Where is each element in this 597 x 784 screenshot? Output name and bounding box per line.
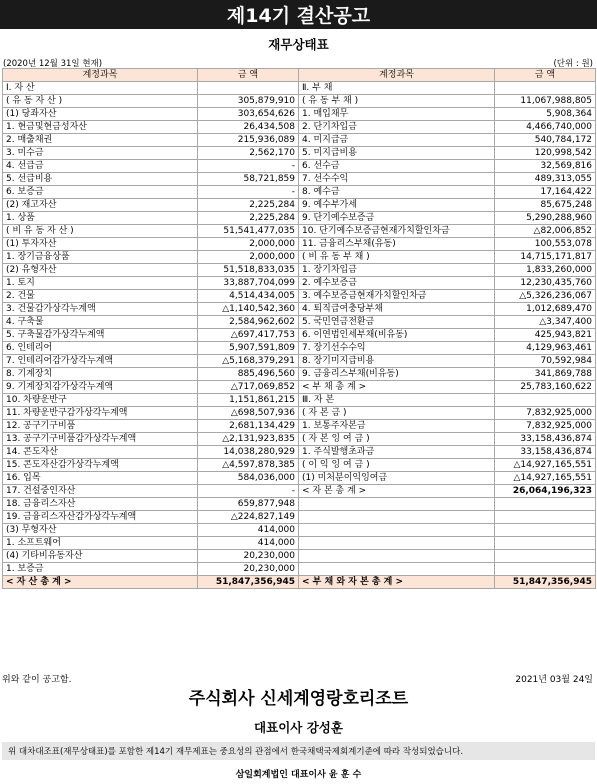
table-row bbox=[3, 563, 596, 576]
liability-equity-amount-cell bbox=[495, 82, 596, 95]
announcement-note: 위와 같이 공고함. bbox=[2, 675, 72, 685]
liability-equity-amount-cell: △3,347,400 bbox=[495, 316, 596, 329]
asset-amount-cell: 51,541,477,035 bbox=[198, 225, 299, 238]
liability-equity-account-cell: 1. 보통주자본금 bbox=[299, 420, 495, 433]
liability-equity-amount-cell bbox=[495, 394, 596, 407]
asset-amount-cell bbox=[198, 82, 299, 95]
table-row bbox=[3, 199, 596, 212]
liability-equity-amount-cell: △14,927,165,551 bbox=[495, 459, 596, 472]
liability-equity-account-cell: (1) 미처분이익잉여금 bbox=[299, 472, 495, 485]
table-row bbox=[3, 186, 596, 199]
liability-equity-account-cell bbox=[299, 498, 495, 511]
liability-equity-amount-cell: 341,869,788 bbox=[495, 368, 596, 381]
asset-amount-cell: 1,151,861,215 bbox=[198, 394, 299, 407]
asset-amount-cell: 303,654,626 bbox=[198, 108, 299, 121]
liability-equity-account-cell bbox=[299, 563, 495, 576]
company-name: 주식회사 신세계영랑호리조트 bbox=[188, 689, 409, 709]
asset-amount-cell: 2,584,962,602 bbox=[198, 316, 299, 329]
table-row bbox=[3, 368, 596, 381]
liability-equity-account-cell bbox=[299, 511, 495, 524]
asset-account-cell: 3. 미수금 bbox=[3, 147, 198, 160]
table-row bbox=[3, 212, 596, 225]
liability-equity-amount-cell: 7,832,925,000 bbox=[495, 407, 596, 420]
liability-equity-account-cell: 1. 장기차입금 bbox=[299, 264, 495, 277]
liability-equity-amount-cell: 33,158,436,874 bbox=[495, 433, 596, 446]
ceo-name: 대표이사 강성훈 bbox=[254, 720, 343, 735]
asset-amount-cell: 14,038,280,929 bbox=[198, 446, 299, 459]
asset-amount-cell: 584,036,000 bbox=[198, 472, 299, 485]
header-amount-left: 금 액 bbox=[198, 69, 299, 82]
balance-sheet-table bbox=[2, 68, 596, 589]
asset-account-cell: 6. 인테리어 bbox=[3, 342, 198, 355]
liability-equity-account-cell: ( 비 유 동 부 채 ) bbox=[299, 251, 495, 264]
liability-equity-account-cell: ( 이 익 잉 여 금 ) bbox=[299, 459, 495, 472]
asset-account-cell: 14. 콘도자산 bbox=[3, 446, 198, 459]
table-row bbox=[3, 407, 596, 420]
asset-amount-cell: △1,140,542,360 bbox=[198, 303, 299, 316]
table-row bbox=[3, 108, 596, 121]
asset-account-cell: ( 유 동 자 산 ) bbox=[3, 95, 198, 108]
table-row bbox=[3, 550, 596, 563]
table-row bbox=[3, 82, 596, 95]
table-row bbox=[3, 290, 596, 303]
liability-equity-amount-cell: 4,129,963,461 bbox=[495, 342, 596, 355]
liability-equity-amount-cell: 489,313,055 bbox=[495, 173, 596, 186]
asset-amount-cell: 33,887,704,099 bbox=[198, 277, 299, 290]
total-assets-amount: 51,847,356,945 bbox=[198, 576, 299, 589]
asset-amount-cell: △697,417,753 bbox=[198, 329, 299, 342]
table-row bbox=[3, 433, 596, 446]
liability-equity-amount-cell bbox=[495, 550, 596, 563]
asset-account-cell: (4) 기타비유동자산 bbox=[3, 550, 198, 563]
asset-amount-cell: 2,000,000 bbox=[198, 238, 299, 251]
liability-equity-amount-cell: 120,998,542 bbox=[495, 147, 596, 160]
asset-account-cell: 4. 선급금 bbox=[3, 160, 198, 173]
asset-amount-cell: △2,131,923,835 bbox=[198, 433, 299, 446]
liability-equity-amount-cell: 26,064,196,323 bbox=[495, 485, 596, 498]
liability-equity-amount-cell: 100,553,078 bbox=[495, 238, 596, 251]
table-row bbox=[3, 134, 596, 147]
table-row bbox=[3, 537, 596, 550]
asset-account-cell: 18. 금융리스자산 bbox=[3, 498, 198, 511]
liability-equity-account-cell: 6. 이연법인세부채(비유동) bbox=[299, 329, 495, 342]
table-row bbox=[3, 498, 596, 511]
asset-account-cell: 15. 콘도자산감가상각누계액 bbox=[3, 459, 198, 472]
table-row bbox=[3, 511, 596, 524]
asset-account-cell: 16. 입목 bbox=[3, 472, 198, 485]
asset-account-cell: (2) 유형자산 bbox=[3, 264, 198, 277]
asset-account-cell: Ⅰ. 자 산 bbox=[3, 82, 198, 95]
asset-amount-cell: 215,936,089 bbox=[198, 134, 299, 147]
totals-row bbox=[3, 576, 596, 589]
liability-equity-account-cell: 5. 국민연금전환금 bbox=[299, 316, 495, 329]
asset-account-cell: 1. 토지 bbox=[3, 277, 198, 290]
header-amount-right: 금 액 bbox=[495, 69, 596, 82]
table-row bbox=[3, 459, 596, 472]
unit-note: (단위 : 원) bbox=[553, 59, 593, 69]
liability-equity-account-cell: < 자 본 총 계 > bbox=[299, 485, 495, 498]
asset-amount-cell: 2,225,284 bbox=[198, 199, 299, 212]
liability-equity-amount-cell bbox=[495, 537, 596, 550]
table-row bbox=[3, 147, 596, 160]
asset-account-cell: 11. 차량운반구감가상각누계액 bbox=[3, 407, 198, 420]
table-row bbox=[3, 303, 596, 316]
table-row bbox=[3, 342, 596, 355]
liability-equity-amount-cell: 11,067,988,805 bbox=[495, 95, 596, 108]
table-row bbox=[3, 173, 596, 186]
liability-equity-amount-cell: 85,675,248 bbox=[495, 199, 596, 212]
audit-note: 위 대차대조표(재무상태표)를 포함한 제14기 재무제표는 중요성의 관점에서 한국채택국제회계기준에 따라 작성되었습니다. bbox=[2, 742, 595, 760]
asset-amount-cell: 2,000,000 bbox=[198, 251, 299, 264]
asset-account-cell: 10. 차량운반구 bbox=[3, 394, 198, 407]
header-account-right: 계정과목 bbox=[299, 69, 495, 82]
asset-amount-cell: △698,507,936 bbox=[198, 407, 299, 420]
liability-equity-amount-cell: 1,833,260,000 bbox=[495, 264, 596, 277]
asset-account-cell: 2. 건물 bbox=[3, 290, 198, 303]
header-account-left: 계정과목 bbox=[3, 69, 198, 82]
asset-account-cell: (1) 투자자산 bbox=[3, 238, 198, 251]
liability-equity-account-cell: Ⅲ. 자 본 bbox=[299, 394, 495, 407]
asset-amount-cell: 20,230,000 bbox=[198, 563, 299, 576]
liability-equity-amount-cell: 25,783,160,622 bbox=[495, 381, 596, 394]
asset-amount-cell: - bbox=[198, 186, 299, 199]
liability-equity-account-cell: 3. 예수보증금현재가치할인차금 bbox=[299, 290, 495, 303]
asset-amount-cell: - bbox=[198, 160, 299, 173]
asset-amount-cell: 26,434,508 bbox=[198, 121, 299, 134]
table-row bbox=[3, 95, 596, 108]
liability-equity-amount-cell: 32,569,816 bbox=[495, 160, 596, 173]
asset-account-cell: (1) 당좌자산 bbox=[3, 108, 198, 121]
liability-equity-amount-cell: 425,943,821 bbox=[495, 329, 596, 342]
liability-equity-account-cell bbox=[299, 537, 495, 550]
asset-account-cell: 5. 구축물감가상각누계액 bbox=[3, 329, 198, 342]
asset-account-cell: 7. 인테리어감가상각누계액 bbox=[3, 355, 198, 368]
asset-account-cell: 8. 기계장치 bbox=[3, 368, 198, 381]
table-row bbox=[3, 446, 596, 459]
table-row bbox=[3, 251, 596, 264]
table-row bbox=[3, 329, 596, 342]
asset-amount-cell: - bbox=[198, 485, 299, 498]
liability-equity-amount-cell: 4,466,740,000 bbox=[495, 121, 596, 134]
asset-amount-cell: △5,168,379,291 bbox=[198, 355, 299, 368]
liability-equity-account-cell: 9. 단기예수보증금 bbox=[299, 212, 495, 225]
table-row bbox=[3, 316, 596, 329]
liability-equity-account-cell: 6. 선수금 bbox=[299, 160, 495, 173]
asset-amount-cell: 2,225,284 bbox=[198, 212, 299, 225]
auditor-name: 삼일회계법인 대표이사 윤 훈 수 bbox=[235, 770, 362, 780]
liability-equity-amount-cell: 17,164,422 bbox=[495, 186, 596, 199]
asset-amount-cell: 305,879,910 bbox=[198, 95, 299, 108]
asset-account-cell: 1. 장기금융상품 bbox=[3, 251, 198, 264]
table-header-row bbox=[3, 69, 596, 82]
liability-equity-account-cell: 2. 단기차입금 bbox=[299, 121, 495, 134]
liability-equity-account-cell bbox=[299, 550, 495, 563]
liability-equity-amount-cell: 5,290,288,960 bbox=[495, 212, 596, 225]
liability-equity-amount-cell: △82,006,852 bbox=[495, 225, 596, 238]
liability-equity-account-cell: 8. 예수금 bbox=[299, 186, 495, 199]
liability-equity-account-cell: 5. 미지급비용 bbox=[299, 147, 495, 160]
asset-amount-cell: 414,000 bbox=[198, 537, 299, 550]
asset-account-cell: 1. 보증금 bbox=[3, 563, 198, 576]
asset-amount-cell: 659,877,948 bbox=[198, 498, 299, 511]
table-row bbox=[3, 264, 596, 277]
liability-equity-account-cell: 10. 단기예수보증금현재가치할인차금 bbox=[299, 225, 495, 238]
table-row bbox=[3, 524, 596, 537]
liability-equity-account-cell: ( 자 본 금 ) bbox=[299, 407, 495, 420]
table-row bbox=[3, 355, 596, 368]
liability-equity-amount-cell: 1,012,689,470 bbox=[495, 303, 596, 316]
liability-equity-account-cell: ( 자 본 잉 여 금 ) bbox=[299, 433, 495, 446]
liability-equity-account-cell: 9. 예수부가세 bbox=[299, 199, 495, 212]
asset-account-cell: (2) 재고자산 bbox=[3, 199, 198, 212]
liability-equity-amount-cell: 5,908,364 bbox=[495, 108, 596, 121]
liability-equity-amount-cell: △5,326,236,067 bbox=[495, 290, 596, 303]
table-row bbox=[3, 420, 596, 433]
asset-account-cell: 17. 건설중인자산 bbox=[3, 485, 198, 498]
statement-date: (2020년 12월 31일 현재) bbox=[3, 59, 103, 69]
liability-equity-account-cell bbox=[299, 524, 495, 537]
liability-equity-amount-cell bbox=[495, 498, 596, 511]
total-liabilities-equity-label: < 부 채 와 자 본 총 계 > bbox=[299, 576, 495, 589]
table-row bbox=[3, 394, 596, 407]
total-liabilities-equity-amount: 51,847,356,945 bbox=[495, 576, 596, 589]
asset-amount-cell: 58,721,859 bbox=[198, 173, 299, 186]
asset-account-cell: 4. 구축물 bbox=[3, 316, 198, 329]
asset-account-cell: 12. 공구기구비품 bbox=[3, 420, 198, 433]
liability-equity-account-cell: 1. 주식발행초과금 bbox=[299, 446, 495, 459]
liability-equity-amount-cell: 540,784,172 bbox=[495, 134, 596, 147]
asset-amount-cell: 2,681,134,429 bbox=[198, 420, 299, 433]
asset-account-cell: 5. 선급비용 bbox=[3, 173, 198, 186]
liability-equity-amount-cell: △14,927,165,551 bbox=[495, 472, 596, 485]
asset-account-cell: 6. 보증금 bbox=[3, 186, 198, 199]
asset-amount-cell: 5,907,591,809 bbox=[198, 342, 299, 355]
asset-amount-cell: △717,069,852 bbox=[198, 381, 299, 394]
asset-amount-cell: 51,518,833,035 bbox=[198, 264, 299, 277]
liability-equity-account-cell: 11. 금융리스부채(유동) bbox=[299, 238, 495, 251]
table-row bbox=[3, 381, 596, 394]
table-row bbox=[3, 160, 596, 173]
liability-equity-account-cell: ( 유 동 부 채 ) bbox=[299, 95, 495, 108]
asset-account-cell: (3) 무형자산 bbox=[3, 524, 198, 537]
liability-equity-amount-cell: 33,158,436,874 bbox=[495, 446, 596, 459]
liability-equity-account-cell: 7. 장기선수수익 bbox=[299, 342, 495, 355]
table-row bbox=[3, 472, 596, 485]
liability-equity-account-cell: < 부 채 총 계 > bbox=[299, 381, 495, 394]
asset-amount-cell: 2,562,170 bbox=[198, 147, 299, 160]
liability-equity-account-cell: 8. 장기미지급비용 bbox=[299, 355, 495, 368]
liability-equity-amount-cell bbox=[495, 563, 596, 576]
table-row bbox=[3, 277, 596, 290]
liability-equity-account-cell: 1. 매입채무 bbox=[299, 108, 495, 121]
page-title: 제14기 결산공고 bbox=[0, 0, 597, 29]
total-assets-label: < 자 산 총 계 > bbox=[3, 576, 198, 589]
liability-equity-amount-cell: 12,230,435,760 bbox=[495, 277, 596, 290]
liability-equity-account-cell: 2. 예수보증금 bbox=[299, 277, 495, 290]
liability-equity-amount-cell: 70,592,984 bbox=[495, 355, 596, 368]
asset-amount-cell: 414,000 bbox=[198, 524, 299, 537]
asset-account-cell: 3. 건물감가상각누계액 bbox=[3, 303, 198, 316]
liability-equity-account-cell: 4. 미지급금 bbox=[299, 134, 495, 147]
table-row bbox=[3, 238, 596, 251]
balance-sheet-body bbox=[3, 69, 596, 589]
asset-account-cell: 9. 기계장치감가상각누계액 bbox=[3, 381, 198, 394]
asset-amount-cell: △4,597,878,385 bbox=[198, 459, 299, 472]
asset-account-cell: 2. 매출채권 bbox=[3, 134, 198, 147]
asset-account-cell: 1. 현금및현금성자산 bbox=[3, 121, 198, 134]
asset-account-cell: 19. 금융리스자산감가상각누계액 bbox=[3, 511, 198, 524]
asset-amount-cell: △224,827,149 bbox=[198, 511, 299, 524]
asset-amount-cell: 20,230,000 bbox=[198, 550, 299, 563]
liability-equity-account-cell: Ⅱ. 부 채 bbox=[299, 82, 495, 95]
asset-amount-cell: 885,496,560 bbox=[198, 368, 299, 381]
liability-equity-amount-cell bbox=[495, 524, 596, 537]
liability-equity-amount-cell: 14,715,171,817 bbox=[495, 251, 596, 264]
asset-account-cell: 13. 공구기구비품감가상각누계액 bbox=[3, 433, 198, 446]
announcement-date: 2021년 03월 24일 bbox=[515, 675, 593, 685]
statement-title: 재무상태표 bbox=[268, 37, 329, 52]
table-row bbox=[3, 121, 596, 134]
table-row bbox=[3, 225, 596, 238]
liability-equity-amount-cell: 7,832,925,000 bbox=[495, 420, 596, 433]
asset-amount-cell: 4,514,434,005 bbox=[198, 290, 299, 303]
liability-equity-account-cell: 4. 퇴직급여충당부채 bbox=[299, 303, 495, 316]
asset-account-cell: ( 비 유 동 자 산 ) bbox=[3, 225, 198, 238]
asset-account-cell: 1. 상품 bbox=[3, 212, 198, 225]
table-row bbox=[3, 485, 596, 498]
liability-equity-account-cell: 9. 금융리스부채(비유동) bbox=[299, 368, 495, 381]
asset-account-cell: 1. 소프트웨어 bbox=[3, 537, 198, 550]
liability-equity-amount-cell bbox=[495, 511, 596, 524]
liability-equity-account-cell: 7. 선수수익 bbox=[299, 173, 495, 186]
